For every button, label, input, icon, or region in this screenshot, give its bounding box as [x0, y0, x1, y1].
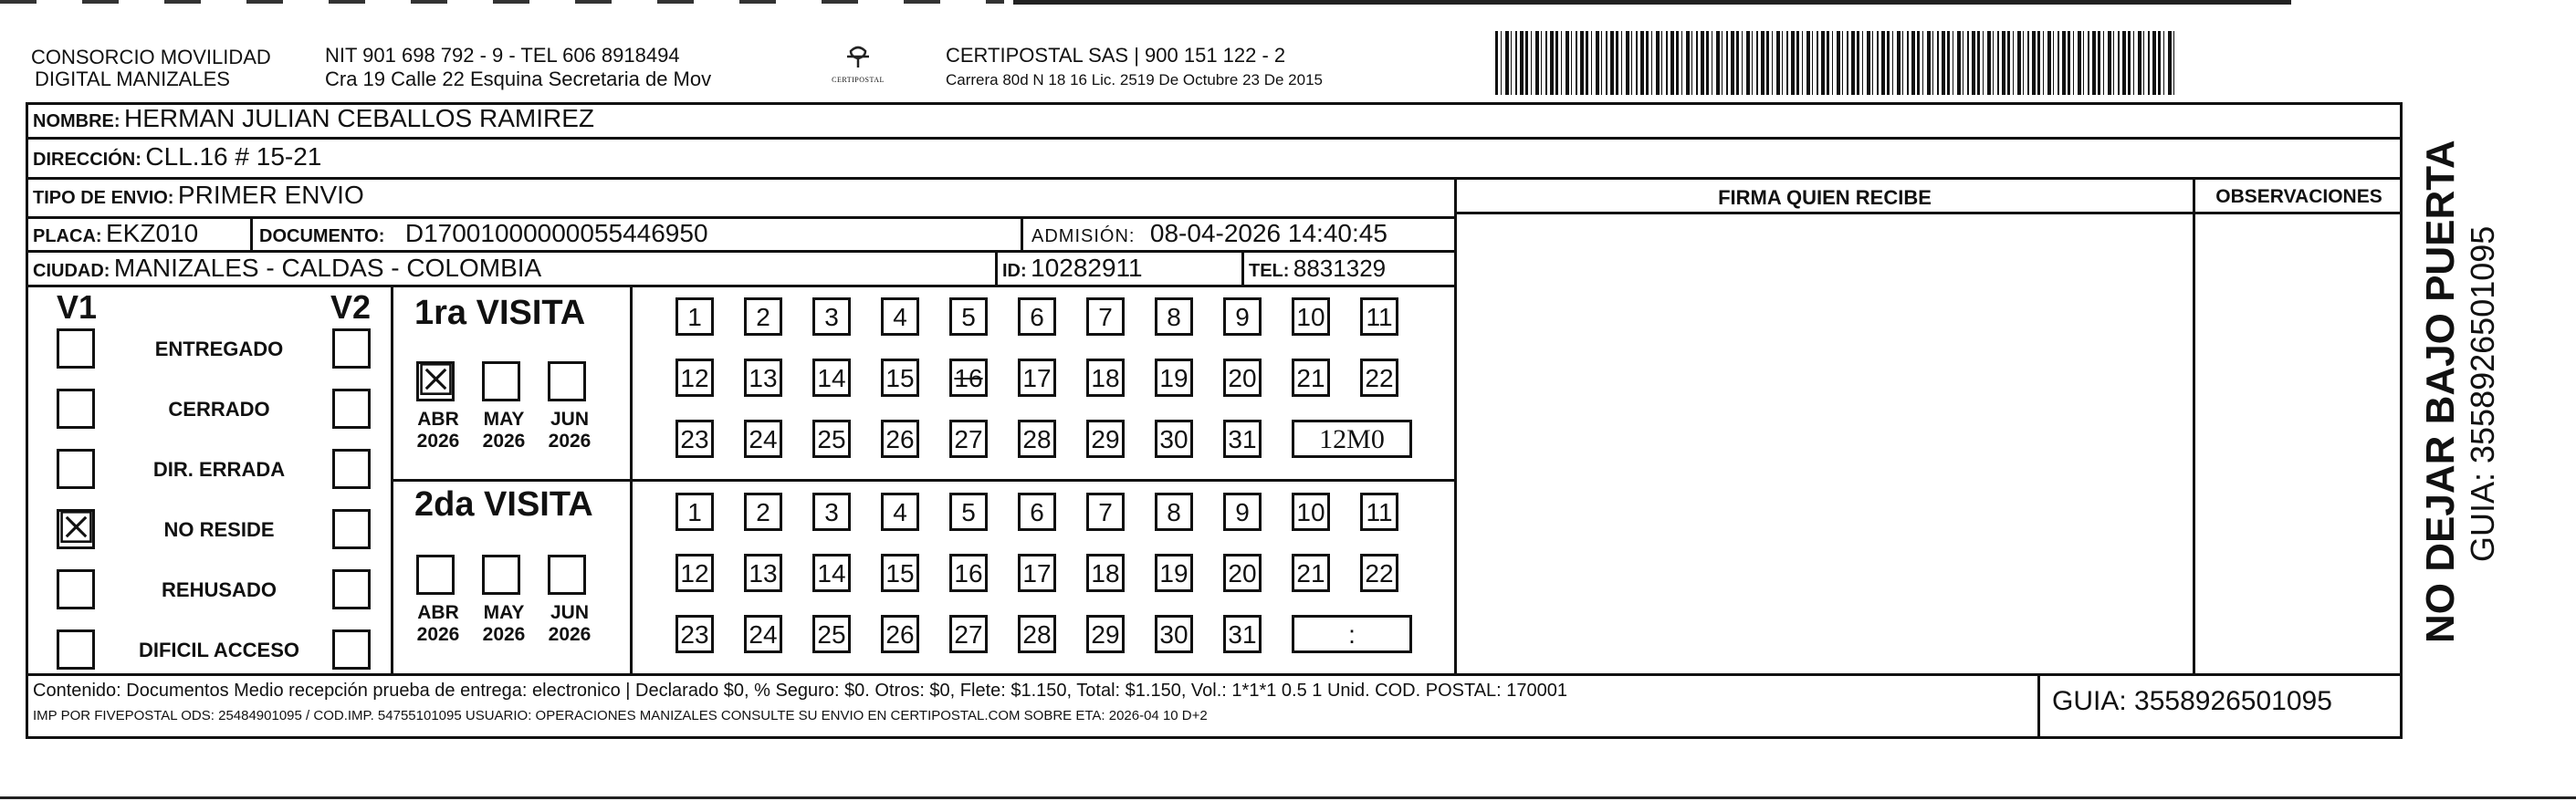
day-box[interactable]: 22	[1360, 554, 1398, 592]
placa-label: PLACA:	[33, 226, 102, 246]
barcode	[1495, 31, 2176, 95]
day-box[interactable]: 21	[1292, 554, 1330, 592]
day-box[interactable]: 9	[1223, 493, 1262, 531]
courier-address: Carrera 80d N 18 16 Lic. 2519 De Octubre 23 De 2015	[946, 71, 1323, 88]
day-box[interactable]: 25	[812, 615, 851, 653]
v1-header: V1	[56, 288, 98, 326]
tel-label: TEL:	[1249, 261, 1290, 281]
day-box[interactable]: 3	[812, 297, 851, 336]
day-box[interactable]: 27	[949, 420, 988, 458]
day-box[interactable]: 18	[1086, 554, 1125, 592]
tipo-envio-value: PRIMER ENVIO	[177, 181, 364, 209]
v1-checkbox[interactable]	[57, 328, 95, 369]
year-label: 2026	[416, 624, 460, 645]
id-label: ID:	[1002, 261, 1027, 281]
day-box[interactable]: 7	[1086, 493, 1125, 531]
id-cell	[1002, 254, 1143, 283]
day-box[interactable]: 11	[1360, 493, 1398, 531]
day-box[interactable]: 10	[1292, 297, 1330, 336]
nombre-label: NOMBRE:	[33, 111, 120, 131]
documento-value: D17001000000055446950	[404, 219, 708, 247]
v2-checkbox[interactable]	[332, 328, 371, 369]
status-label: CERRADO	[168, 398, 270, 421]
month-checkbox[interactable]	[416, 555, 455, 595]
v2-checkbox[interactable]	[332, 449, 371, 489]
logo-caption: CERTIPOSTAL	[832, 76, 885, 84]
id-value: 10282911	[1031, 254, 1143, 282]
status-label: NO RESIDE	[163, 518, 275, 541]
admision-label: ADMISIÓN:	[1031, 226, 1136, 246]
certipostal-logo	[829, 44, 887, 84]
month-label: MAY	[483, 602, 525, 623]
direccion-value: CLL.16 # 15-21	[145, 142, 322, 171]
month-label: JUN	[550, 409, 589, 430]
firma-header: FIRMA QUIEN RECIBE	[1718, 186, 1932, 209]
ciudad-label: CIUDAD:	[33, 261, 110, 281]
year-label: 2026	[548, 624, 592, 645]
day-box[interactable]: 23	[675, 615, 714, 653]
day-box[interactable]: 2	[744, 493, 782, 531]
day-box[interactable]: 25	[812, 420, 851, 458]
day-box[interactable]: 21	[1292, 359, 1330, 397]
day-box[interactable]: 16	[949, 554, 988, 592]
day-box[interactable]: 20	[1223, 359, 1262, 397]
company-address: Cra 19 Calle 22 Esquina Secretaria de Mov	[325, 68, 712, 90]
day-box[interactable]: 1	[675, 297, 714, 336]
v1-checkbox[interactable]	[57, 389, 95, 429]
v2-header: V2	[330, 288, 372, 326]
check-mark-icon: ☒	[416, 357, 456, 405]
status-label: DIR. ERRADA	[152, 458, 286, 481]
day-box[interactable]: 19	[1155, 359, 1193, 397]
day-box[interactable]: 11	[1360, 297, 1398, 336]
day-box[interactable]: 13	[744, 359, 782, 397]
day-box[interactable]: 22	[1360, 359, 1398, 397]
day-box[interactable]: 16	[949, 359, 988, 397]
day-box[interactable]: 26	[881, 615, 919, 653]
day-box[interactable]: 31	[1223, 615, 1262, 653]
contenido-line: Contenido: Documentos Medio recepción prueba de entrega: electronico | Declarado $0, % Seguro: $0. Otros: $0, Flete: $1.150, Total: $1.150, Vol.: 1*1*1 0.5 1 Unid. COD. POSTAL: 170001	[33, 681, 1568, 701]
day-box[interactable]: 4	[881, 493, 919, 531]
day-box[interactable]: 3	[812, 493, 851, 531]
month-checkbox[interactable]	[548, 555, 586, 595]
status-label: DIFICIL ACCESO	[138, 639, 300, 661]
day-box[interactable]: 29	[1086, 420, 1125, 458]
v1-checkbox[interactable]	[57, 505, 97, 553]
second-visit-title: 2da VISITA	[414, 485, 593, 524]
v2-checkbox[interactable]	[332, 389, 371, 429]
admision-cell	[1031, 219, 1387, 248]
day-box[interactable]: 31	[1223, 420, 1262, 458]
day-box[interactable]: 6	[1018, 297, 1056, 336]
documento-cell	[259, 219, 708, 248]
day-box[interactable]: 14	[812, 359, 851, 397]
month-checkbox[interactable]	[416, 357, 456, 405]
day-box[interactable]: 24	[744, 615, 782, 653]
courier-line: CERTIPOSTAL SAS | 900 151 122 - 2	[946, 44, 1286, 67]
nit-line: NIT 901 698 792 - 9 - TEL 606 8918494	[325, 44, 680, 67]
day-box[interactable]: 17	[1018, 359, 1056, 397]
tipo-envio-row	[33, 181, 364, 210]
day-box[interactable]: 28	[1018, 615, 1056, 653]
day-box[interactable]: 12	[675, 359, 714, 397]
day-box[interactable]: 17	[1018, 554, 1056, 592]
day-box[interactable]: 4	[881, 297, 919, 336]
day-box[interactable]: 1	[675, 493, 714, 531]
day-box[interactable]: 8	[1155, 493, 1193, 531]
tel-cell	[1249, 254, 1386, 283]
company-name-line1: CONSORCIO MOVILIDAD	[31, 46, 271, 68]
day-box[interactable]: 23	[675, 420, 714, 458]
month-checkbox[interactable]	[482, 361, 520, 401]
day-box[interactable]: 8	[1155, 297, 1193, 336]
nombre-value: HERMAN JULIAN CEBALLOS RAMIREZ	[124, 104, 594, 132]
month-checkbox[interactable]	[482, 555, 520, 595]
day-box[interactable]: 24	[744, 420, 782, 458]
month-checkbox[interactable]	[548, 361, 586, 401]
side-warning: NO DEJAR BAJO PUERTA	[2418, 140, 2463, 643]
admision-value: 08-04-2026 14:40:45	[1149, 219, 1387, 247]
year-label: 2026	[482, 624, 526, 645]
day-box[interactable]: 27	[949, 615, 988, 653]
month-label: JUN	[550, 602, 589, 623]
day-box[interactable]: 15	[881, 359, 919, 397]
day-box[interactable]: 5	[949, 493, 988, 531]
v1-checkbox[interactable]	[57, 449, 95, 489]
status-label: ENTREGADO	[154, 338, 284, 360]
day-box[interactable]: 12	[675, 554, 714, 592]
placa-value: EKZ010	[106, 219, 199, 247]
scan-artifact	[0, 796, 2576, 799]
ciudad-cell	[33, 254, 541, 283]
day-box[interactable]: 29	[1086, 615, 1125, 653]
day-box[interactable]: 13	[744, 554, 782, 592]
month-label: ABR	[417, 409, 459, 430]
imp-line: IMP POR FIVEPOSTAL ODS: 25484901095 / COD.IMP. 54755101095 USUARIO: OPERACIONES MANIZALES CONSULTE SU ENVIO EN CERTIPOSTAL.COM SOBRE ETA: 2026-04 10 D+2	[33, 708, 1208, 723]
time-box[interactable]: :	[1292, 615, 1412, 653]
day-box[interactable]: 30	[1155, 615, 1193, 653]
day-box[interactable]: 5	[949, 297, 988, 336]
tipo-envio-label: TIPO DE ENVIO:	[33, 188, 174, 208]
direccion-row	[33, 142, 321, 172]
documento-label: DOCUMENTO:	[259, 226, 385, 246]
day-box[interactable]: 10	[1292, 493, 1330, 531]
day-box[interactable]: 9	[1223, 297, 1262, 336]
nombre-row	[33, 104, 594, 133]
ciudad-value: MANIZALES - CALDAS - COLOMBIA	[113, 254, 542, 282]
year-label: 2026	[548, 431, 592, 452]
side-guia: GUIA: 3558926501095	[2464, 225, 2501, 562]
certipostal-logo-icon	[829, 44, 887, 71]
time-box[interactable]: 12M0	[1292, 420, 1412, 458]
check-mark-icon: ☒	[57, 505, 97, 553]
status-label: REHUSADO	[162, 578, 277, 601]
day-box[interactable]: 7	[1086, 297, 1125, 336]
day-box[interactable]: 18	[1086, 359, 1125, 397]
v2-checkbox[interactable]	[332, 569, 371, 609]
day-box[interactable]: 26	[881, 420, 919, 458]
day-box[interactable]: 20	[1223, 554, 1262, 592]
day-box[interactable]: 6	[1018, 493, 1056, 531]
day-box[interactable]: 19	[1155, 554, 1193, 592]
v2-checkbox[interactable]	[332, 629, 371, 670]
year-label: 2026	[482, 431, 526, 452]
month-label: ABR	[417, 602, 459, 623]
month-label: MAY	[483, 409, 525, 430]
day-box[interactable]: 2	[744, 297, 782, 336]
day-box[interactable]: 28	[1018, 420, 1056, 458]
day-box[interactable]: 15	[881, 554, 919, 592]
day-box[interactable]: 14	[812, 554, 851, 592]
v2-checkbox[interactable]	[332, 509, 371, 549]
direccion-label: DIRECCIÓN:	[33, 150, 141, 170]
footer-guia: GUIA: 3558926501095	[2052, 686, 2332, 716]
day-box[interactable]: 30	[1155, 420, 1193, 458]
year-label: 2026	[416, 431, 460, 452]
first-visit-title: 1ra VISITA	[414, 294, 586, 332]
scan-artifact	[0, 0, 1004, 4]
scan-artifact	[1013, 0, 2291, 5]
company-name-line2: DIGITAL MANIZALES	[35, 68, 230, 90]
v1-checkbox[interactable]	[57, 569, 95, 609]
observaciones-header: OBSERVACIONES	[2215, 186, 2382, 207]
placa-cell	[33, 219, 198, 248]
v1-checkbox[interactable]	[57, 629, 95, 670]
tel-value: 8831329	[1293, 255, 1387, 282]
